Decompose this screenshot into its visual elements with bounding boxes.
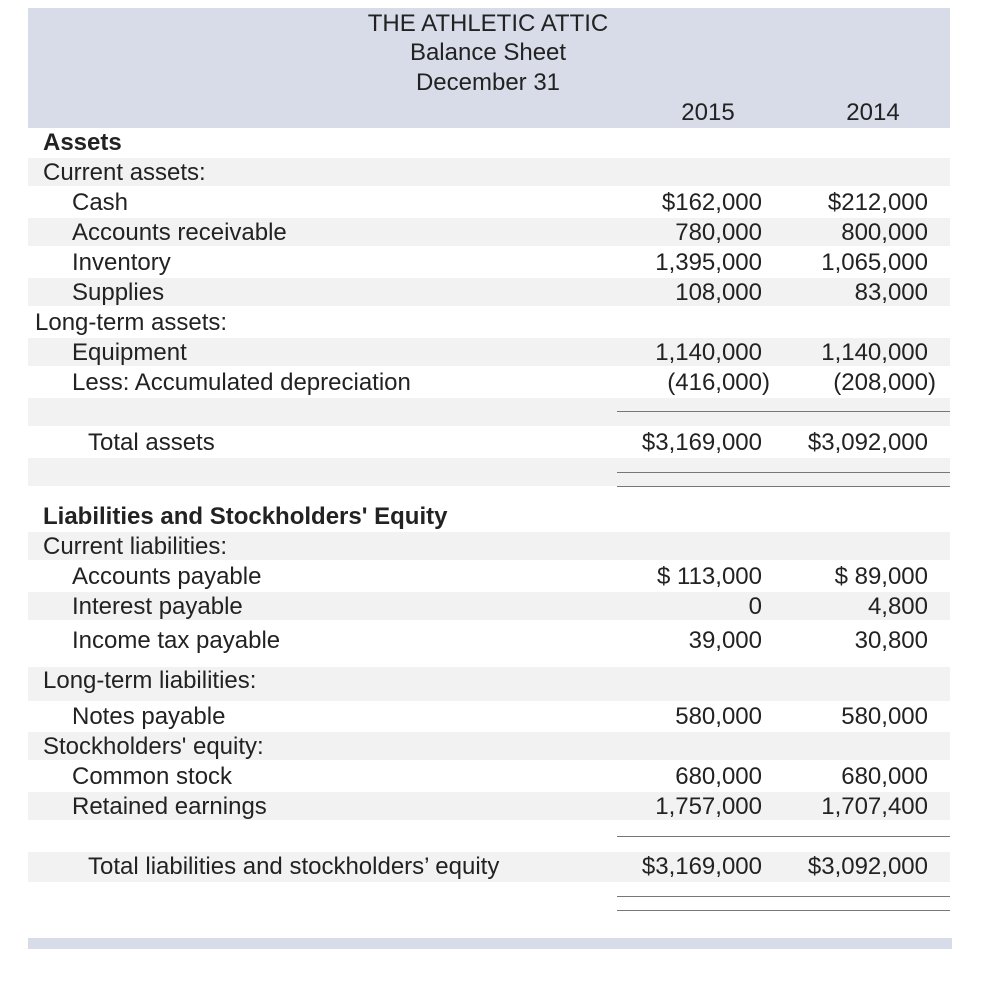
row-label: Inventory [72,249,171,276]
value-2015: 680,000 [675,763,762,790]
assets-heading: Assets [43,129,122,156]
value-2014: 580,000 [841,703,928,730]
value-2014: 680,000 [841,763,928,790]
subtotal-rule [617,836,950,837]
row-label: Cash [72,189,129,216]
value-2014: 1,140,000 [821,339,928,366]
value-2015: 1,140,000 [655,339,762,366]
double-rule-top [617,472,950,473]
total-liabilities-equity-label: Total liabilities and stockholders’ equity [88,853,500,880]
long-term-liabilities-label: Long-term liabilities: [43,667,257,694]
row-label: Interest payable [72,593,243,620]
value-2014: $ 89,000 [834,563,928,590]
row-band [28,398,950,426]
row-label: Accounts payable [72,563,262,590]
value-2014: 30,800 [854,627,928,654]
long-term-assets-label: Long-term assets: [35,309,228,336]
value-2014: 1,707,400 [821,793,928,820]
double-rule-bottom [617,910,950,911]
footer-band [28,938,952,949]
row-label: Income tax payable [72,627,281,654]
value-2014: 4,800 [867,593,928,620]
row-label: Accounts receivable [72,219,287,246]
row-label: Notes payable [72,703,226,730]
total-assets-2015: $3,169,000 [641,429,762,456]
value-2014: 800,000 [841,219,928,246]
total-assets-label: Total assets [88,429,215,456]
value-2015: 108,000 [675,279,762,306]
row-label: Retained earnings [72,793,267,820]
value-2014: 1,065,000 [821,249,928,276]
value-2014: $212,000 [827,189,928,216]
current-liabilities-label: Current liabilities: [43,533,228,560]
total-liabilities-equity-2015: $3,169,000 [641,853,762,880]
value-2015: (416,000) [667,369,770,396]
liabilities-heading: Liabilities and Stockholders' Equity [43,503,448,530]
row-label: Common stock [72,763,233,790]
value-2014: 83,000 [854,279,928,306]
total-liabilities-equity-2014: $3,092,000 [807,853,928,880]
statement-title: Balance Sheet [409,39,567,66]
stockholders-equity-label: Stockholders' equity: [43,733,264,760]
double-rule-bottom [617,486,950,487]
column-header-2015: 2015 [681,99,735,126]
value-2015: 1,757,000 [655,793,762,820]
row-label: Supplies [72,279,165,306]
value-2014: (208,000) [833,369,936,396]
total-assets-2014: $3,092,000 [807,429,928,456]
value-2015: 580,000 [675,703,762,730]
value-2015: $ 113,000 [657,563,762,590]
value-2015: 39,000 [688,627,762,654]
value-2015: 780,000 [675,219,762,246]
double-rule-top [617,896,950,897]
value-2015: 1,395,000 [655,249,762,276]
value-2015: 0 [748,593,762,620]
statement-date: December 31 [415,69,561,96]
row-label: Less: Accumulated depreciation [72,369,411,396]
company-name: THE ATHLETIC ATTIC [367,10,609,37]
row-label: Equipment [72,339,187,366]
column-header-2014: 2014 [846,99,900,126]
current-assets-label: Current assets: [43,159,206,186]
value-2015: $162,000 [661,189,762,216]
subtotal-rule [617,411,950,412]
